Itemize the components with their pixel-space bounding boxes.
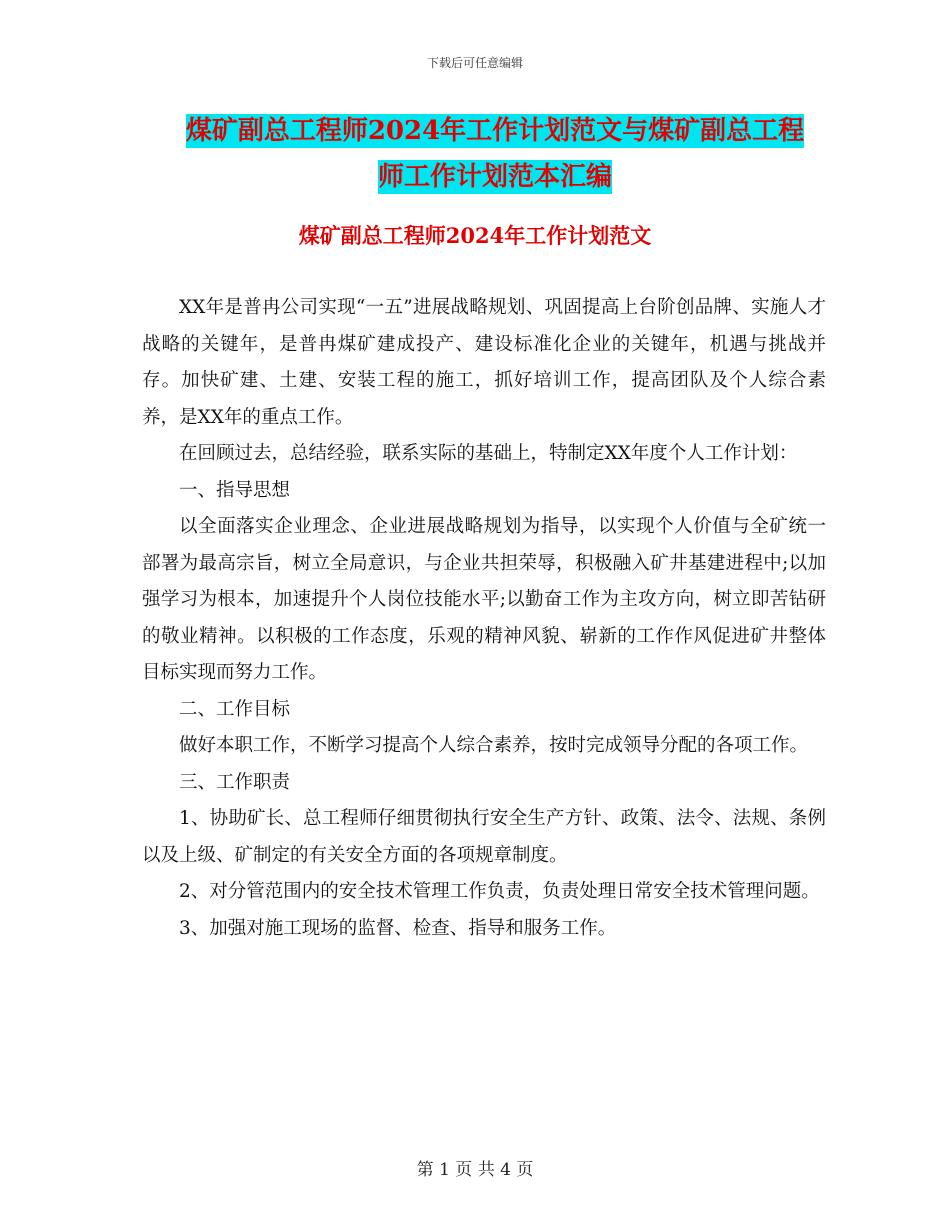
header-note: 下载后可任意编辑 [426, 56, 523, 70]
page-footer: 第 1 页 共 4 页 [416, 1160, 534, 1180]
document-title [150, 108, 840, 200]
heading-responsibilities: 三、工作职责 [179, 771, 291, 793]
document-title-line-1: 煤矿副总工程师2024年工作计划范文与煤矿副总工程 [185, 116, 805, 146]
paragraph-plan-basis: 在回顾过去，总结经验，联系实际的基础上，特制定XX年度个人工作计划： [179, 443, 798, 464]
heading-guiding-thought: 一、指导思想 [179, 479, 291, 501]
document-title-line-2: 师工作计划范本汇编 [377, 162, 612, 192]
responsibility-item-2: 2、对分管范围内的安全技术管理工作负责，负责处理日常安全技术管理问题。 [179, 881, 820, 902]
paragraph-work-goal: 做好本职工作，不断学习提高个人综合素养，按时完成领导分配的各项工作。 [179, 735, 809, 756]
section-title: 煤矿副总工程师2024年工作计划范文 [298, 223, 652, 248]
paragraph-guiding-thought: 以全面落实企业理念、企业进展战略规划为指导，以实现个人价值与全矿统一部署为最高宗旨，树立全局意识，与企业共担荣辱，积极融入矿井基建进程中;以加强学习为根本，加速提升个人岗位技能水平;以勤奋工作为主攻方向，树立即苦钻研的敬业精神。以积极的工作态度，乐观的精神风貌、崭新的工作作风促进矿井整体目标实现而努力工作。 [142, 516, 826, 683]
responsibility-item-3: 3、加强对施工现场的监督、检查、指导和服务工作。 [179, 917, 617, 939]
document-body [142, 290, 826, 947]
heading-work-goal: 二、工作目标 [179, 698, 291, 720]
responsibility-item-1: 1、协助矿长、总工程师仔细贯彻执行安全生产方针、政策、法令、法规、条例以及上级、矿制定的有关安全方面的各项规章制度。 [142, 808, 826, 866]
paragraph-intro: XX年是普冉公司实现“一五”进展战略规划、巩固提高上台阶创品牌、实施人才战略的关键年，是普冉煤矿建成投产、建设标准化企业的关键年，机遇与挑战并存。加快矿建、土建、安装工程的施工，抓好培训工作，提高团队及个人综合素养，是XX年的重点工作。 [142, 297, 826, 428]
